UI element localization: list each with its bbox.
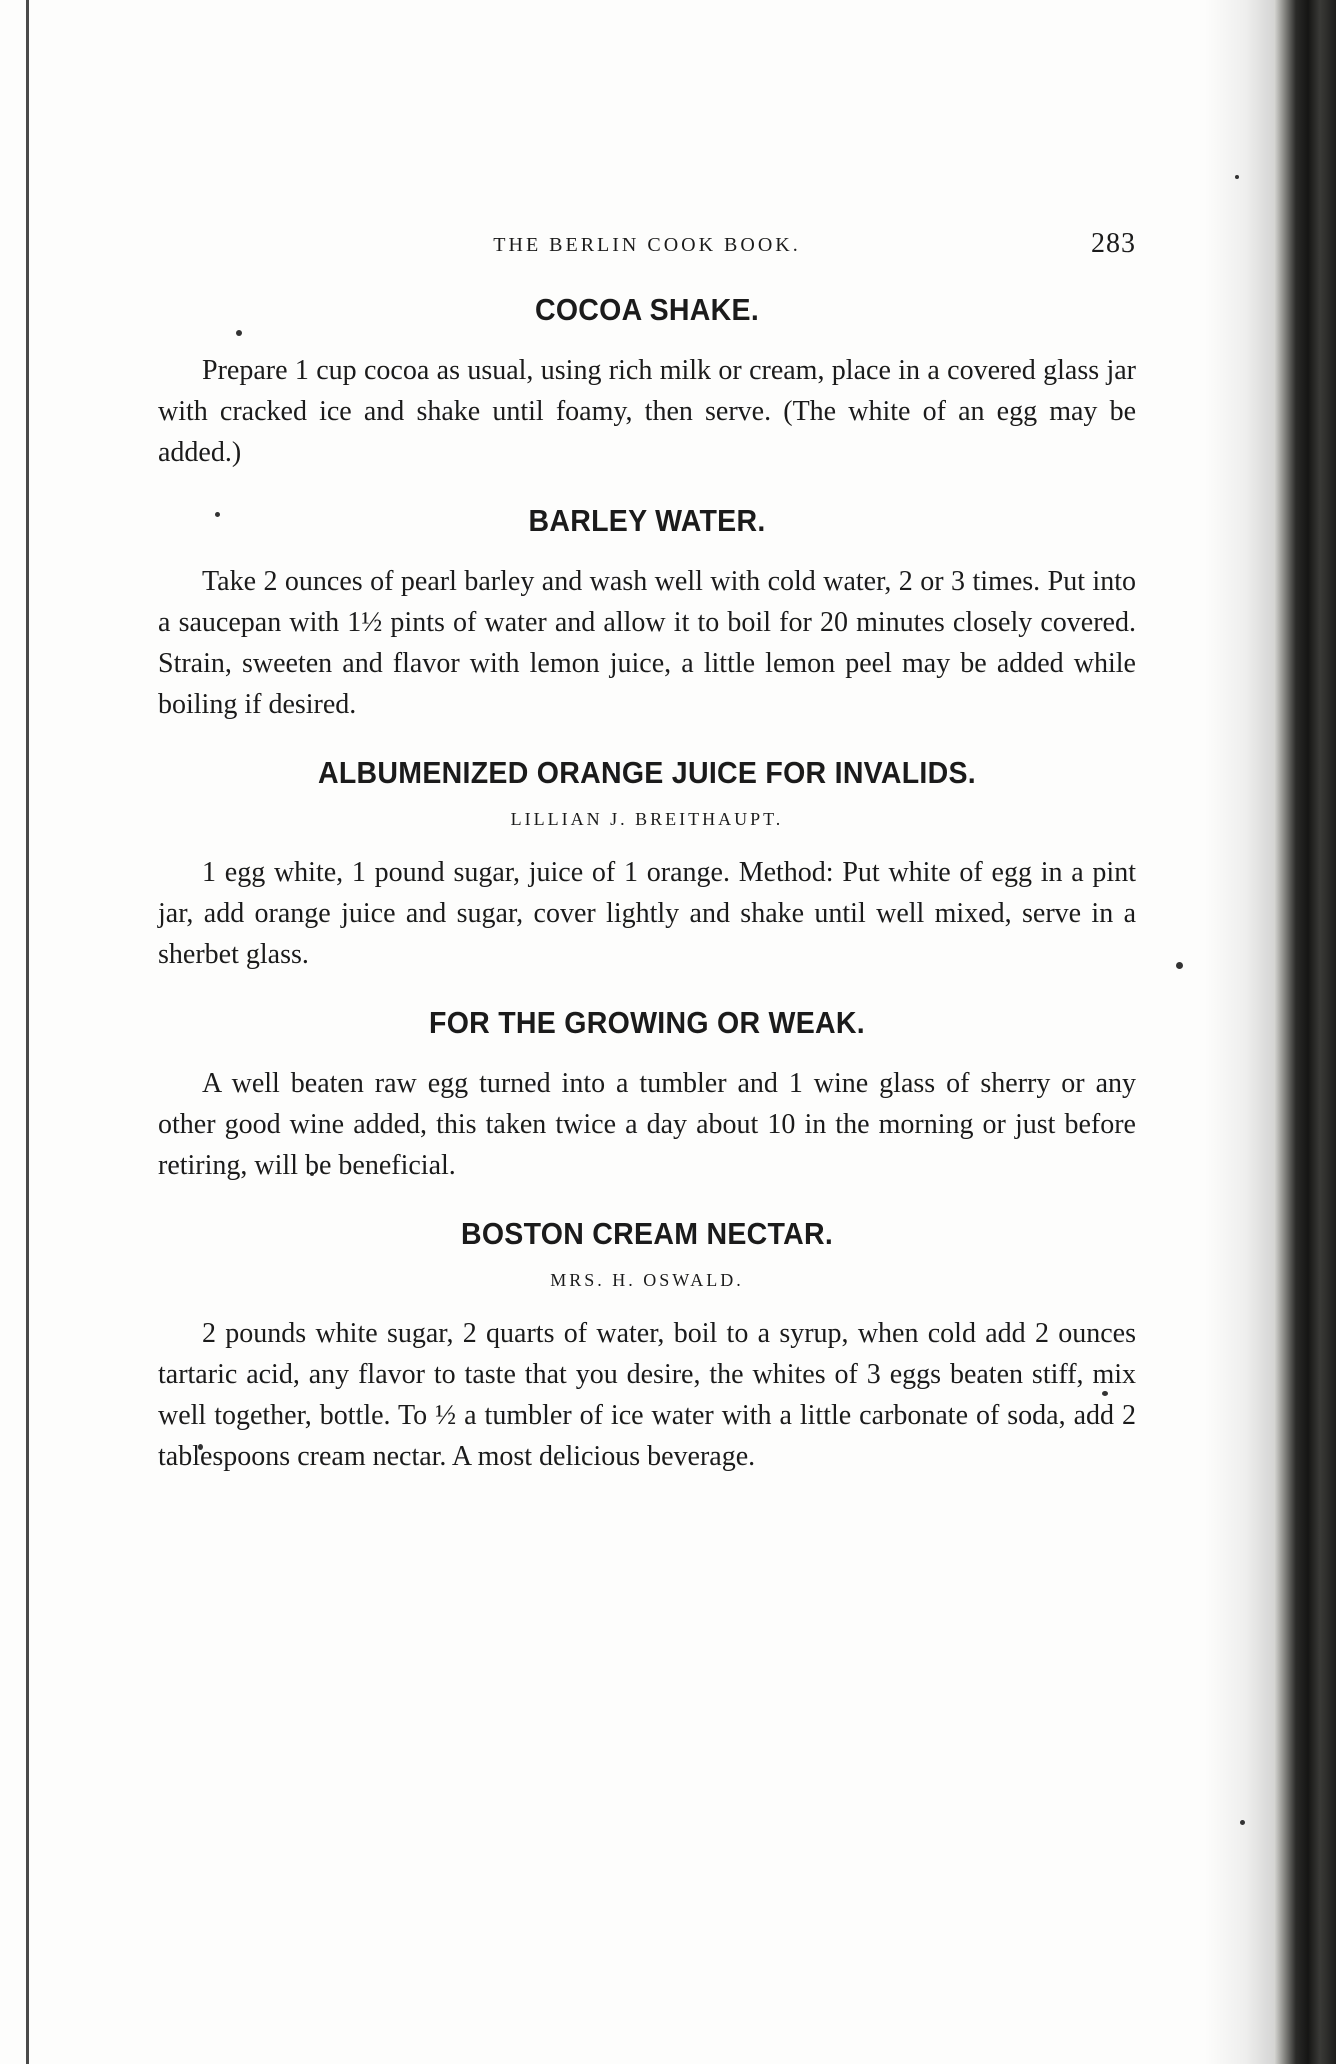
- recipe-author: LILLIAN J. BREITHAUPT.: [510, 809, 784, 829]
- recipe-text: Take 2 ounces of pearl barley and wash well with cold water, 2 or 3 times. Put into a saucepan with 1½ pints of water and allow it to boil for 20 minutes closely covered. Strain, sweeten and flavor with lemon juice, a little lemon peel may be added while boiling if desired.: [158, 566, 1136, 720]
- recipe-for-the-growing-or-weak: [158, 1005, 1136, 1186]
- recipe-boston-cream-nectar: [158, 1216, 1136, 1477]
- recipe-title: COCOA SHAKE.: [534, 292, 760, 327]
- recipe-barley-water: [158, 503, 1136, 725]
- page-edge-shadow: [1204, 0, 1274, 2064]
- recipe-text: A well beaten raw egg turned into a tumbler and 1 wine glass of sherry or any other good wine added, this taken twice a day about 10 in the morning or just before retiring, will be beneficial.: [158, 1068, 1136, 1181]
- recipe-text: 2 pounds white sugar, 2 quarts of water, boil to a syrup, when cold add 2 ounces tartaric acid, any flavor to taste that you desire, the whites of 3 eggs beaten stiff, mix well together, bottle. To ½ a tumbler of ice water with a little carbonate of soda, add 2 tablespoons cream nectar. A most delicious beverage.: [158, 1318, 1136, 1472]
- recipe-title: BOSTON CREAM NECTAR.: [460, 1216, 834, 1251]
- running-title: THE BERLIN COOK BOOK.: [493, 234, 801, 256]
- recipe-title: ALBUMENIZED ORANGE JUICE FOR INVALIDS.: [317, 755, 977, 790]
- recipe-title: FOR THE GROWING OR WEAK.: [429, 1005, 865, 1040]
- running-head: [158, 224, 1136, 264]
- scan-speck: [1176, 962, 1183, 969]
- recipe-author: MRS. H. OSWALD.: [550, 1270, 744, 1290]
- page-number: 283: [1091, 228, 1136, 259]
- recipe-text: Prepare 1 cup cocoa as usual, using rich milk or cream, place in a covered glass jar with cracked ice and shake until foamy, then serve. (The white of an egg may be added.): [158, 355, 1136, 468]
- book-binding-edge: [1274, 0, 1336, 2064]
- page-content: [158, 224, 1136, 1507]
- left-margin-line: [26, 0, 29, 2064]
- scan-speck: [1235, 175, 1239, 179]
- recipe-cocoa-shake: [158, 292, 1136, 473]
- scan-speck: [1240, 1820, 1245, 1825]
- recipe-title: BARLEY WATER.: [528, 503, 766, 538]
- recipe-albumenized-orange-juice: [158, 755, 1136, 975]
- recipe-text: 1 egg white, 1 pound sugar, juice of 1 orange. Method: Put white of egg in a pint jar, add orange juice and sugar, cover lightly and shake until well mixed, serve in a sherbet glass.: [158, 857, 1136, 970]
